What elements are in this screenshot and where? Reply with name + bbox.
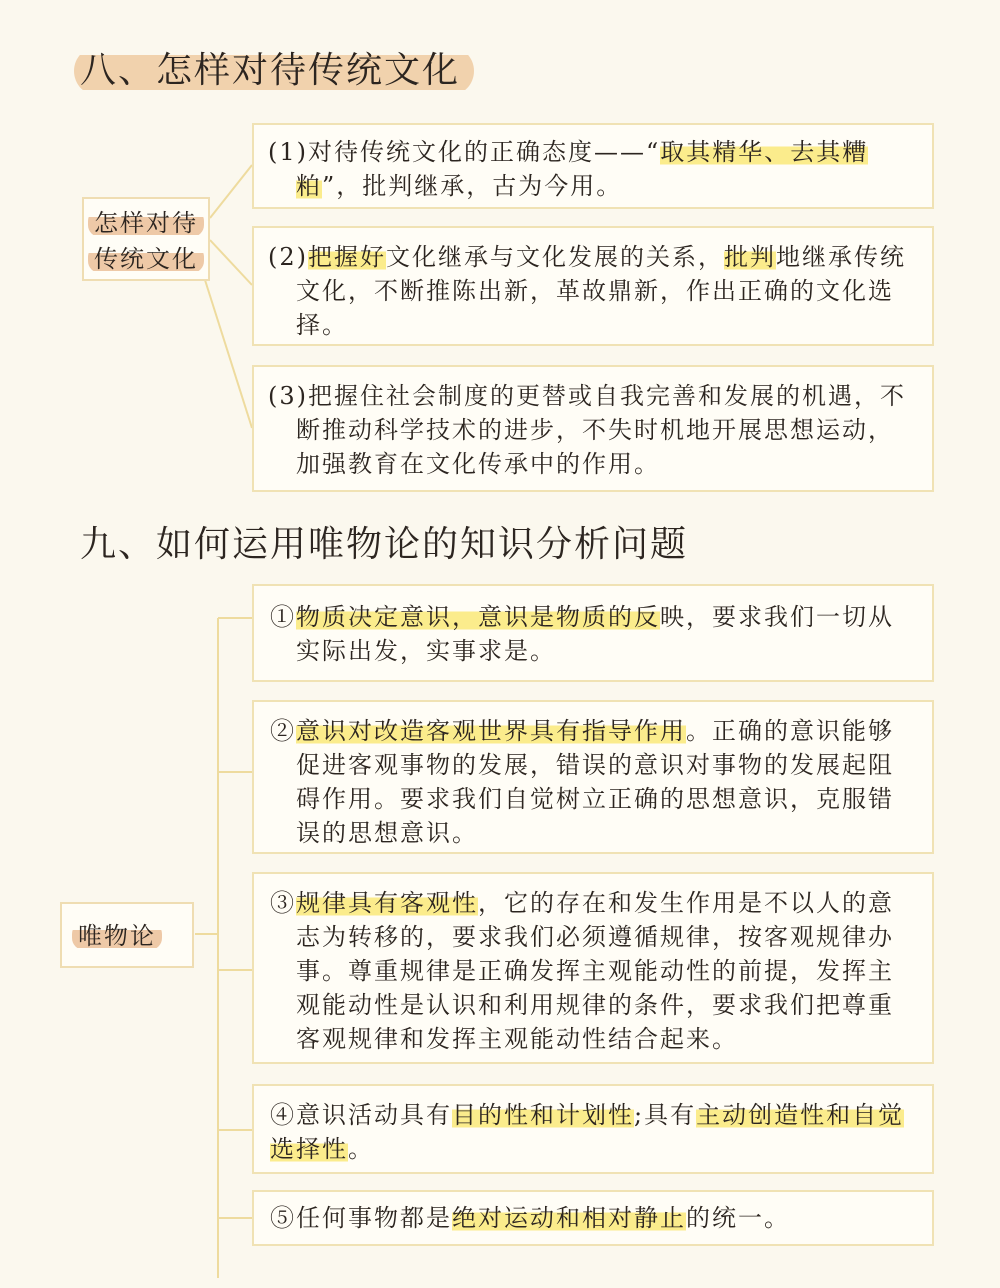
- s9item5-text-c: 的统一。: [686, 1204, 790, 1232]
- section8-item-3: [252, 365, 934, 492]
- s9item1-highlight: 物质决定意识，意识是物质的反: [296, 603, 660, 631]
- item3-text: (3)把握住社会制度的更替或自我完善和发展的机遇，不断推动科学技术的进步，不失时机地开展思想运动，加强教育在文化传承中的作用。: [268, 382, 906, 478]
- s9item3-highlight: 规律具有客观性: [296, 889, 478, 917]
- s9item4-highlight-2: 主动创造性和自觉选择性: [270, 1101, 905, 1163]
- connector-1: [210, 165, 252, 218]
- item1-text-c: ”，批判继承，古为今用。: [322, 172, 623, 200]
- s9item4-text-e: 。: [348, 1135, 374, 1163]
- section8-item-2: [252, 226, 934, 346]
- s9item2-text: 。正确的意识能够促进客观事物的发展，错误的意识对事物的发展起阻碍作用。要求我们自觉树立正确的思想意识，克服错误的思想意识。: [296, 717, 894, 847]
- item2-text-c: 文化继承与文化发展的关系，: [386, 243, 724, 271]
- item2-text-a: (2): [268, 243, 308, 271]
- section8-root-line2: 传统文化: [88, 245, 204, 273]
- s9item4-text-c: ;具有: [634, 1101, 697, 1129]
- s9item4-text-a: ④意识活动具有: [270, 1101, 452, 1129]
- section9-item-4: [252, 1084, 934, 1174]
- section9-item-1: [252, 584, 934, 682]
- s9item1-num: ①: [270, 603, 296, 631]
- item2-text-e: 地继承传统文化，不断推陈出新，革故鼎新，作出正确的文化选择。: [296, 243, 906, 339]
- section8-item-1: [252, 123, 934, 209]
- section8-title: 八、怎样对待传统文化: [74, 46, 474, 96]
- item2-highlight-2: 批判: [724, 243, 776, 271]
- section8-root-line1: 怎样对待: [88, 209, 204, 237]
- section9-item-3: [252, 872, 934, 1064]
- s9item2-highlight: 意识对改造客观世界具有指导作用: [296, 717, 686, 745]
- connector-2: [210, 240, 252, 285]
- s9item4-highlight-1: 目的性和计划性: [452, 1101, 634, 1129]
- s9item2-num: ②: [270, 717, 296, 745]
- section8-root-node: [82, 197, 210, 281]
- section9-root-node: [60, 902, 194, 968]
- s9item1-text: 映，要求我们一切从实际出发，实事求是。: [296, 603, 894, 665]
- s9item3-num: ③: [270, 889, 296, 917]
- item1-highlight: 取其精华、去其糟粕: [296, 138, 869, 200]
- s9item5-highlight: 绝对运动和相对静止: [452, 1204, 686, 1232]
- section9-title: 九、如何运用唯物论的知识分析问题: [80, 524, 689, 565]
- connector-3: [205, 280, 252, 428]
- section9-item-5: [252, 1190, 934, 1246]
- item1-text-a: (1)对待传统文化的正确态度——“: [268, 138, 661, 166]
- item2-highlight-1: 把握好: [308, 243, 386, 271]
- section9-root-label: 唯物论: [72, 922, 162, 950]
- s9item3-text: ，它的存在和发生作用是不以人的意志为转移的，要求我们必须遵循规律，按客观规律办事。尊重规律是正确发挥主观能动性的前提，发挥主观能动性是认识和利用规律的条件，要求我们把尊重客观规律和发挥主观能动性结合起来。: [296, 889, 894, 1053]
- section9-item-2: [252, 700, 934, 854]
- s9item5-text-a: ⑤任何事物都是: [270, 1204, 452, 1232]
